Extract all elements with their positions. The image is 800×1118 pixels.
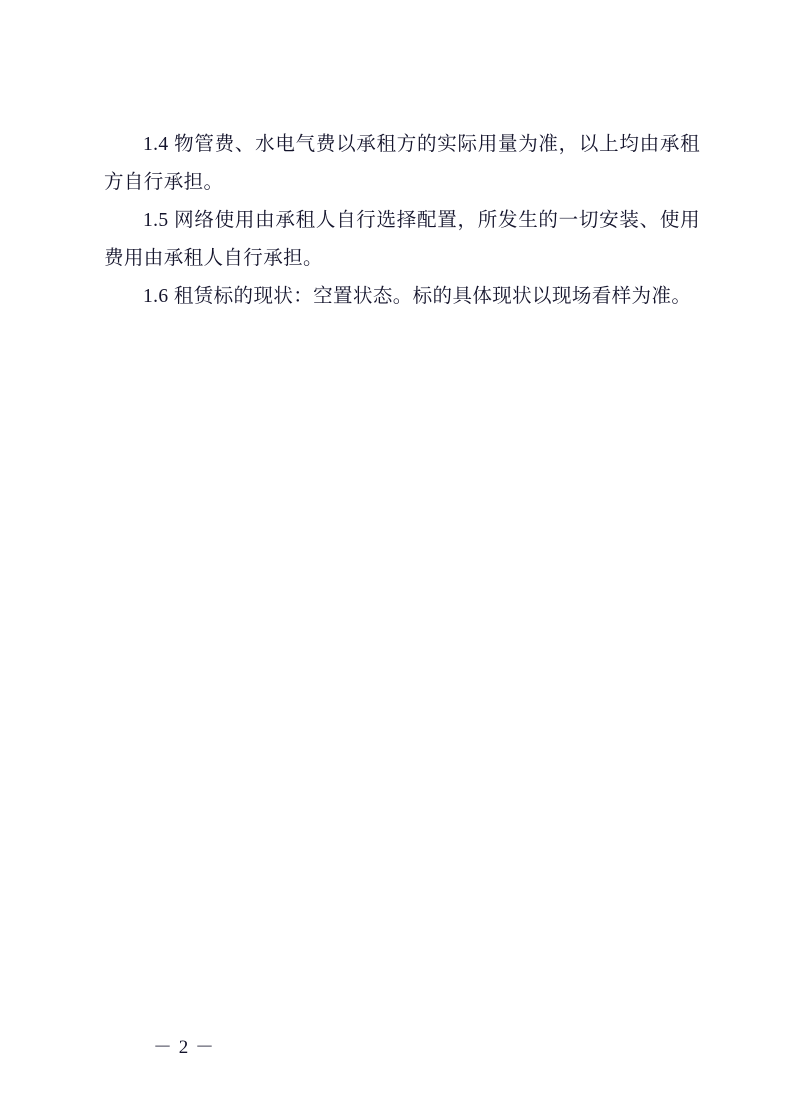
page-footer bbox=[0, 1032, 800, 1059]
paragraph-1-6: 1.6 租赁标的现状：空置状态。标的具体现状以现场看样为准。 bbox=[143, 286, 692, 307]
page-number: － 2 － bbox=[152, 1037, 215, 1058]
paragraph-1-5: 1.5 网络使用由承租人自行选择配置，所发生的一切安装、使用费用由承租人自行承担。 bbox=[104, 210, 700, 269]
document-body bbox=[104, 126, 700, 316]
paragraph-1-4: 1.4 物管费、水电气费以承租方的实际用量为准，以上均由承租方自行承担。 bbox=[104, 134, 700, 193]
